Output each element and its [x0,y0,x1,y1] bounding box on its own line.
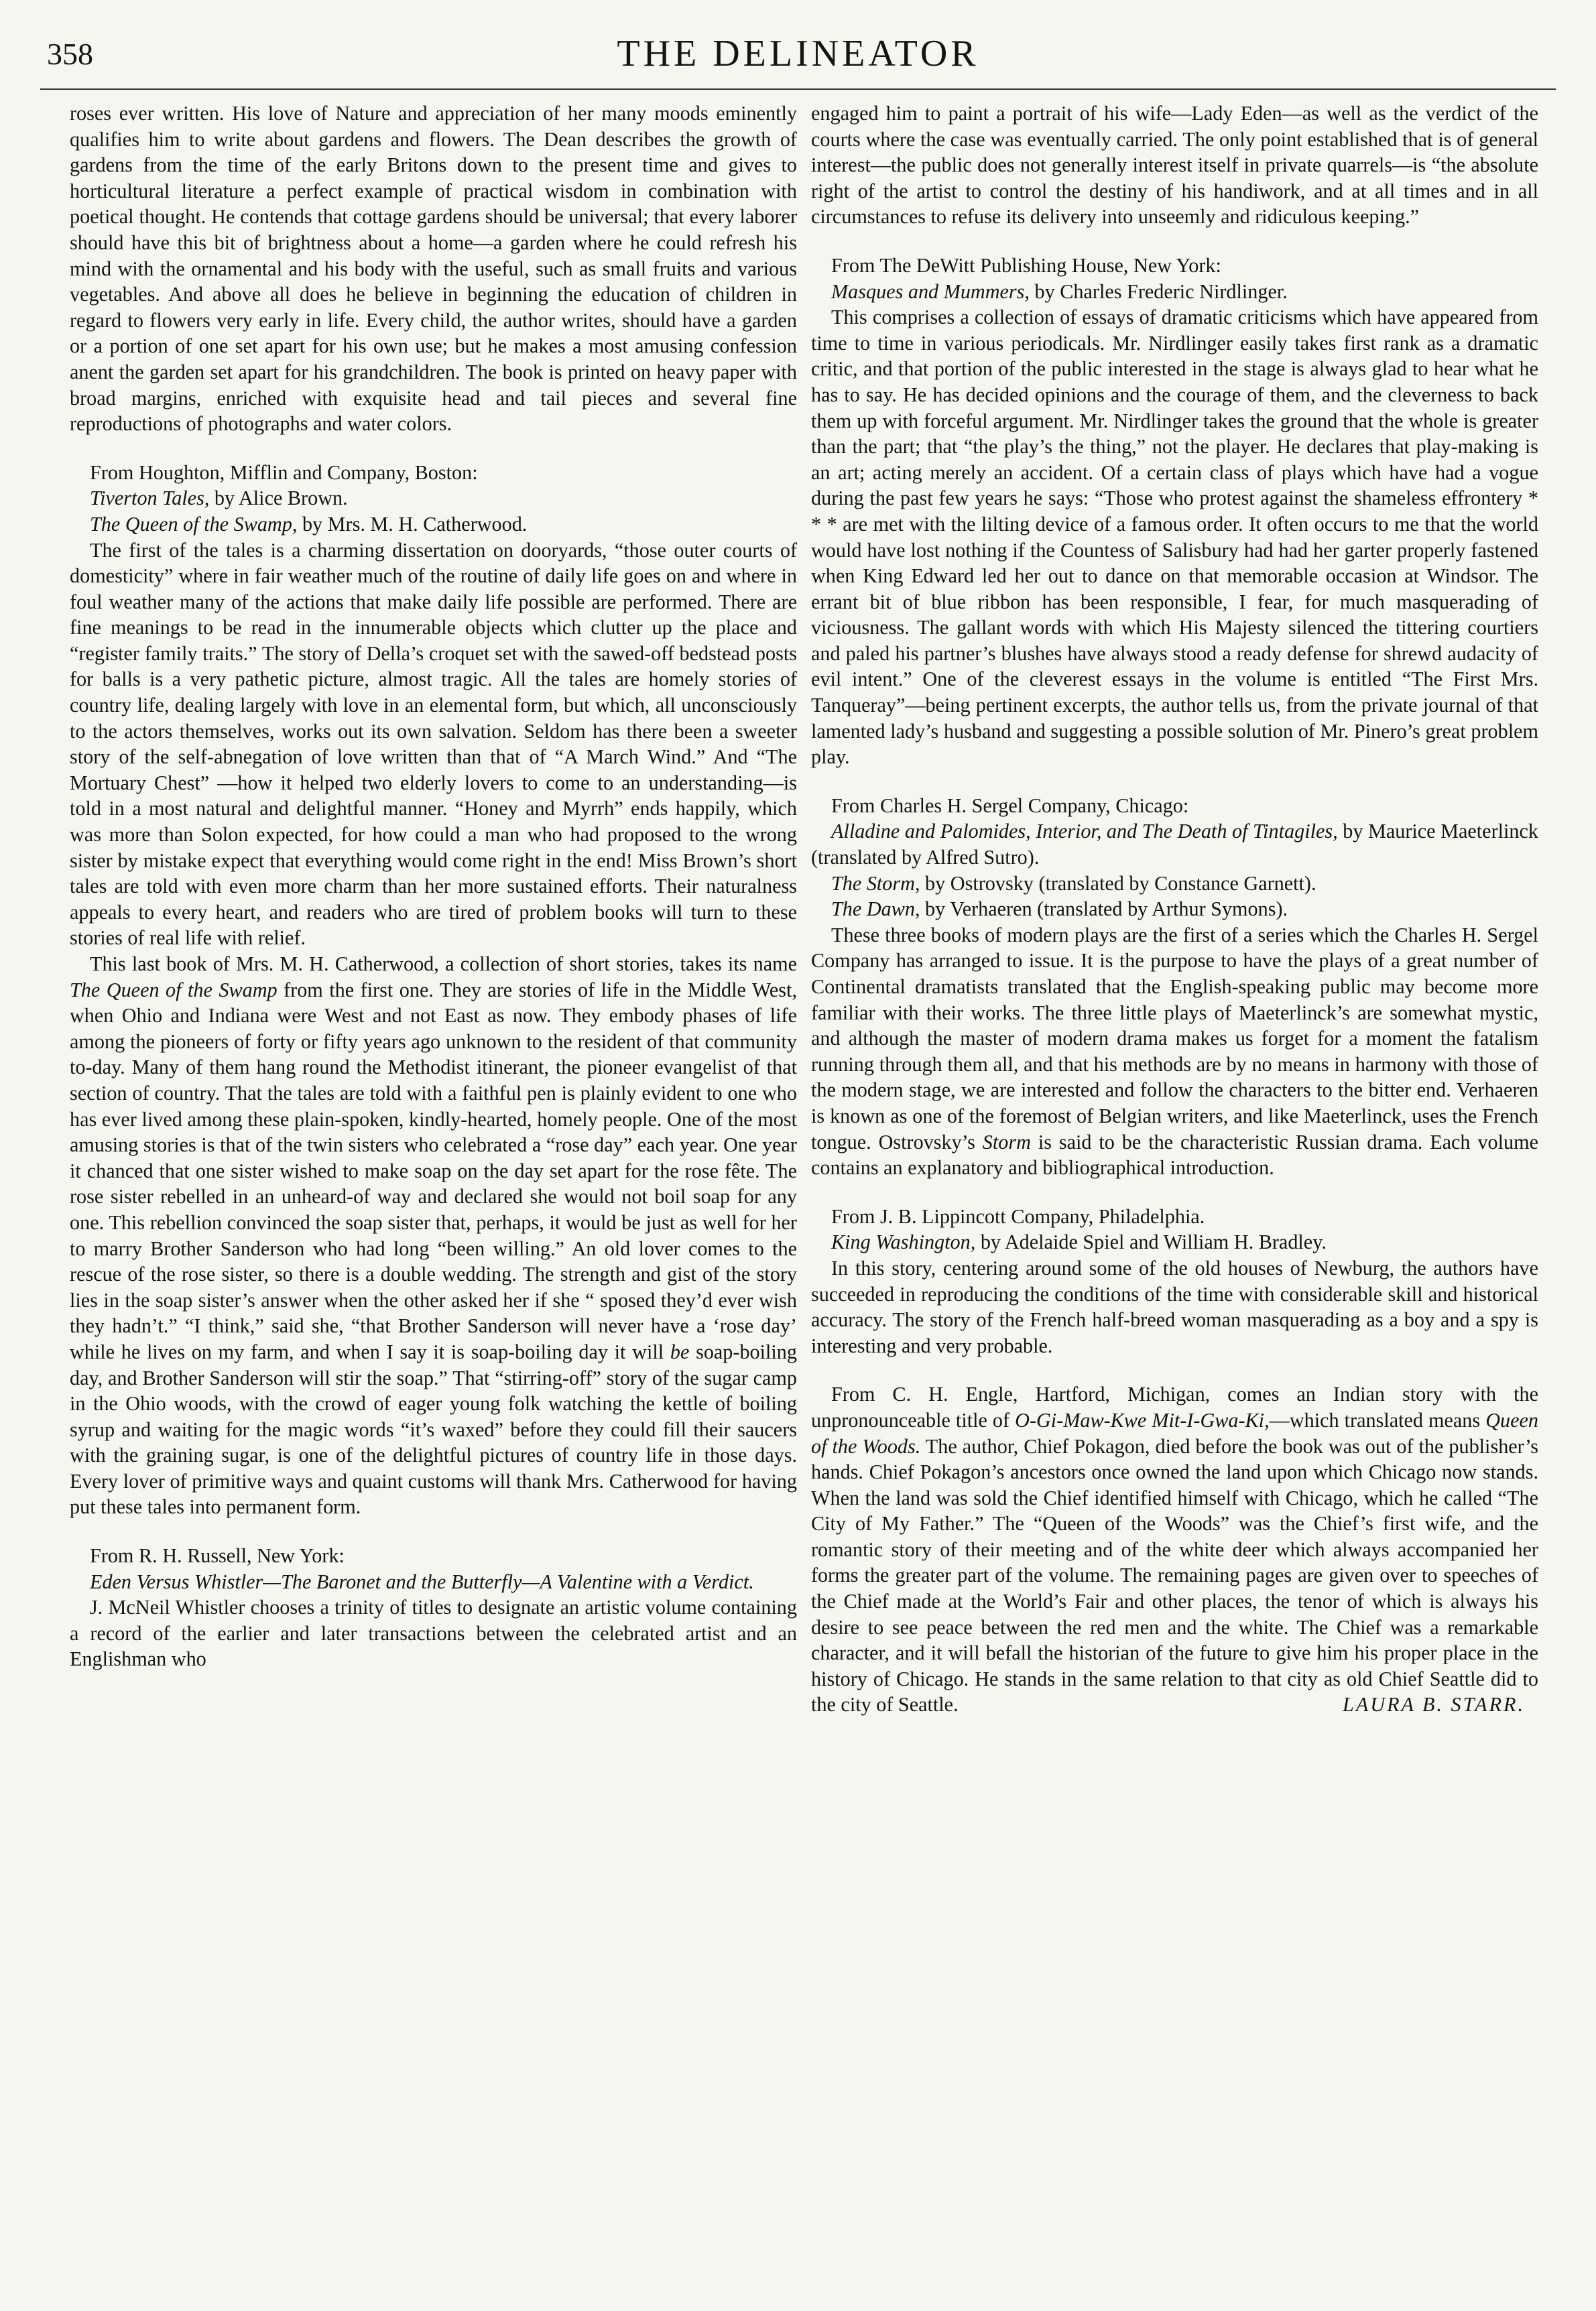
book-title: King Washington, [831,1231,976,1254]
book-title: The Storm, [831,871,920,895]
publisher-line: From R. H. Russell, New York: [90,1544,345,1568]
book-title: Queen of the Woods. [811,1408,1539,1458]
text-run: This last book of Mrs. M. H. Catherwood, a collection of short stories, takes its name [90,952,797,975]
paragraph [70,951,797,1520]
book-title: The Dawn, [831,897,920,921]
header-rule [40,88,1556,90]
book-title: O-Gi-Maw-Kwe Mit-I-Gwa-Ki, [1015,1408,1270,1432]
publisher-line: From The DeWitt Publishing House, New York: [831,253,1221,277]
running-head: THE DELINEATOR [617,33,979,74]
book-author: by Verhaeren (translated by Arthur Symons). [920,897,1288,921]
publisher-line: From Charles H. Sergel Company, Chicago: [831,794,1189,817]
paragraph [811,1381,1538,1718]
book-author: by Maurice Maeterlinck (translated by Alfred Sutro). [811,820,1538,869]
book-entry [811,279,1538,305]
book-title: Masques and Mummers, [831,279,1030,303]
paragraph: J. McNeil Whistler chooses a trinity of titles to designate an artistic volume containing a record of the earlier and later transactions between the celebrated artist and an Englishman who [70,1596,797,1671]
text-run: is said to be the characteristic Russian drama. Each volume contains an explanatory and bibliographical introduction. [811,1130,1538,1180]
book-author: by Mrs. M. H. Catherwood. [297,512,528,536]
paragraph: roses ever written. His love of Nature and appreciation of her many moods eminently qualifies him to write about gardens and flowers. The Dean describes the growth of gardens from the time of the early Britons down to the present time and gives to horticultural literature a perfect example of practical wisdom in combination with poetical thought. He contends that cottage gardens should be universal; that every laborer should have this bit of brightness about a home—a garden where he could refresh his mind with the ornamental and his body with the useful, such as small fruits and various vegetables. And above all does he believe in beginning the education of children in regard to flowers very early in life. Every child, the author writes, should have a garden or a portion of one set apart for his own use; but he makes a most amusing confession anent the garden set apart for his grandchildren. The book is printed on heavy paper with broad margins, enriched with exquisite head and tail pieces and several fine reproductions of photographs and water colors. [70,102,797,436]
text-run: from the first one. They are stories of life in the Middle West, when Ohio and Indiana were West and not East as now. They embody phases of life among the pioneers of forty or fifty years ago unknown to the resident of that community to-day. Many of them hang round the Methodist itinerant, the pioneer evangelist of that section of country. That the tales are told with a faithful pen is plainly evident to one who has ever lived among these plain-spoken, kindly-hearted, homely people. One of the most amusing stories is that of the twin sisters who celebrated a “rose day” each year. One year it chanced that one sister wished to make soap on the day set apart for the rose fête. The rose sister rebelled in an unheard-of way and declared she would not boil soap for any one. This rebellion convinced the soap sister that, perhaps, it would be just as well for her to marry Brother Sanderson who had long “been willing.” An old lover comes to the rescue of the rose sister, so there is a double wedding. The strength and gist of the story lies in the soap sister’s answer when the other asked her if she “ sposed they’d ever wish they hadn’t.” “I think,” said she, “that Brother Sanderson will never have a ‘rose day’ while he lives on my farm, and when I say it is soap-boiling day it will [70,978,797,1363]
book-title: The Queen of the Swamp [70,978,278,1001]
paragraph: The first of the tales is a charming dissertation on dooryards, “those outer courts of domesticity” where in fair weather much of the routine of daily life goes on and where in foul weather many of the actions that make daily life possible are performed. There are fine meanings to be read in the innumerable objects which clutter up the place and “register family traits.” The story of Della’s croquet set with the sawed-off bedstead posts for balls is a very pathetic picture, almost tragic. All the tales are homely stories of country life, dealing largely with love in an elemental form, but which, all unconsciously to the actors themselves, works out its own salvation. Seldom has there been a sweeter story of the self-abnegation of love written than that of “A March Wind.” And “The Mortuary Chest” —how it helped two elderly lovers to come to an understanding—is told in a most natural and delightful manner. “Honey and Myrrh” ends happily, which was more than Solon expected, for how could a man who had proposed to the wrong sister by mistake expect that everything would come right in the end! Miss Brown’s short tales are told with even more charm than her more sustained efforts. Their naturalness appeals to every heart, and readers who are tired of problem books will turn to these stories of real life with relief. [70,538,797,950]
book-author: by Charles Frederic Nirdlinger. [1029,279,1288,303]
book-author: by Ostrovsky (translated by Constance Garnett). [920,871,1316,895]
book-entry [811,1229,1538,1255]
book-entry [811,896,1538,922]
book-title: Storm [982,1130,1031,1153]
text-run: soap-boiling day, and Brother Sanderson will stir the soap.” That “stirring-off” story of the sugar camp in the Ohio woods, with the crowd of eager young folk watching the kettle of boiling syrup and waiting for the magic words “it’s waxed” before they could fill their saucers with the graining sugar, is one of the delightful pictures of country life in those days. Every lover of primitive ways and quaint customs will thank Mrs. Catherwood for having put these tales into permanent form. [70,1340,797,1519]
paragraph [811,922,1538,1181]
publisher-line: From Houghton, Mifflin and Company, Boston: [90,460,478,484]
book-author: by Adelaide Spiel and William H. Bradley. [975,1231,1327,1254]
book-title: Tiverton Tales, [90,487,210,510]
book-entry [70,485,797,511]
emphasis: be [670,1340,690,1363]
text-run: From C. H. Engle, Hartford, Michigan, comes an Indian story with the unpronounceable title of [811,1383,1538,1432]
book-title: Eden Versus Whistler—The Baronet and the Butterfly—A Valentine with a Verdict. [90,1570,754,1593]
left-column [70,101,797,1672]
text-run: These three books of modern plays are the first of a series which the Charles H. Sergel Company has arranged to issue. It is the purpose to have the plays of a great number of Continental dramatists translated that the English-speaking public may become more familiar with their works. The three little plays of Maeterlinck’s are somewhat mystic, and although the master of modern drama makes us forget for a moment the fatalism running through them all, and that his methods are by no means in harmony with those of the modern stage, we are interested and follow the characters to the bitter end. Verhaeren is known as one of the foremost of Belgian writers, and like Maeterlinck, uses the French tongue. Ostrovsky’s [811,923,1538,1153]
book-entry [811,818,1538,870]
paragraph: engaged him to paint a portrait of his wife—Lady Eden—as well as the verdict of the courts where the case was eventually carried. The only point established that is of general interest—the public does not generally interest itself in private quarrels—is “the absolute right of the artist to control the destiny of his handiwork, and at all times and in all circumstances to refuse its delivery into unseemly and ridiculous keeping.” [811,102,1538,229]
right-column [811,101,1538,1718]
text-run: The author, Chief Pokagon, died before the book was out of the publisher’s hands. Chief Pokagon’s ancestors once owned the land upon which Chicago now stands. When the land was sold the Chief identified himself with Chicago, which he called “The City of My Father.” The “Queen of the Woods” was the Chief’s first wife, and the romantic story of their meeting and of the white deer which always accompanied her forms the greater part of the volume. The remaining pages are given over to speeches of the Chief made at the World’s Fair and other places, the tenor of which is always his desire to see peace between the red men and the white. The Chief was a remarkable character, and it will befall the historian of the future to give him his proper place in the history of Chicago. He stands in the same relation to that city as old Chief Seattle did to the city of Seattle. [811,1434,1538,1716]
text-run: —which translated means [1269,1408,1486,1432]
book-author: by Alice Brown. [209,487,348,510]
page-number: 358 [47,37,93,71]
publisher-line: From J. B. Lippincott Company, Philadelphia. [831,1204,1205,1228]
book-title: Alladine and Palomides, Interior, and The Death of Tintagiles, [831,820,1338,843]
book-entry [70,1569,797,1595]
page-header [40,32,1556,86]
book-entry [811,871,1538,897]
book-entry [70,511,797,538]
paragraph: This comprises a collection of essays of dramatic criticisms which have appeared from time to time in various periodicals. Mr. Nirdlinger easily takes first rank as a dramatic critic, and that portion of the public interested in the stage is always glad to hear what he has to say. He has decided opinions and the courage of them, and the cleverness to back them up with forceful argument. Mr. Nirdlinger takes the ground that the whole is greater than the part; that “the play’s the thing,” not the player. He declares that play-making is an art; acting merely an accident. Of a certain class of plays which have had a vogue during the past few years he says: “Those who protest against the shameless effrontery * * * are met with the lilting device of a famous order. It often occurs to me that the world would have lost nothing if the Countess of Salisbury had had her garter properly fastened when King Edward led her out to dance on that memorable occasion at Windsor. The errant bit of blue ribbon has been responsible, I fear, for much masquerading of viciousness. The gallant words with which His Majesty silenced the tittering courtiers and paled his partner’s blushes have always stood a ready defense for shrewd audacity of evil intent.” One of the cleverest essays in the volume is entitled “The First Mrs. Tanqueray”—being pertinent excerpts, the author tells us, from the private journal of that lamented lady’s husband and suggesting a possible solution of Mr. Pinero’s great problem play. [811,306,1538,769]
book-title: The Queen of the Swamp, [90,512,298,536]
paragraph: In this story, centering around some of the old houses of Newburg, the authors have succeeded in reproducing the conditions of the time with considerable skill and historical accuracy. The story of the French half-breed woman masquerading as a boy and a spy is interesting and very probable. [811,1256,1538,1357]
author-signature: LAURA B. STARR. [1343,1693,1525,1716]
